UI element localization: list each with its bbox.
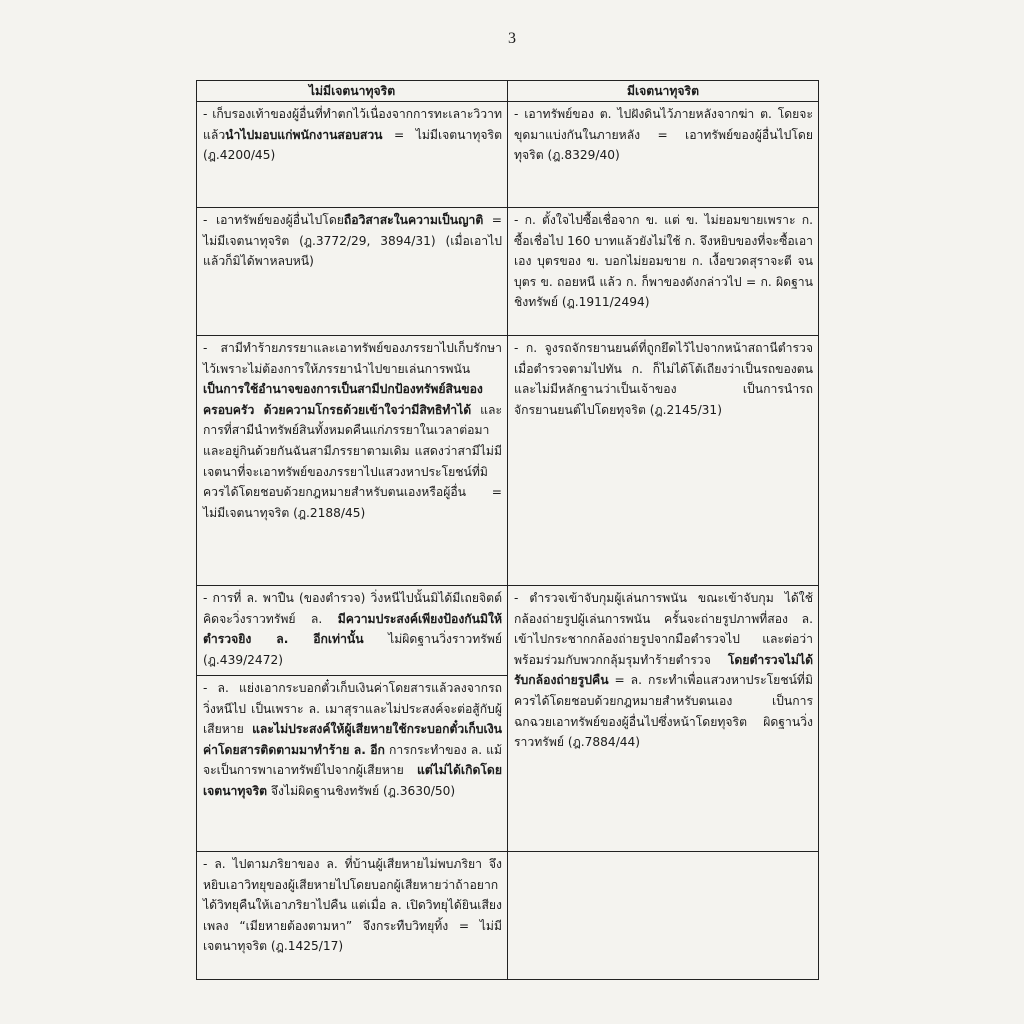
cell-no-intent	[197, 852, 508, 980]
cell-text: - เอาทรัพย์ของผู้อื่นไปโดย	[203, 213, 344, 227]
table-row	[197, 852, 819, 980]
header-dishonest-intent: มีเจตนาทุจริต	[508, 81, 819, 102]
emphasized-text: นำไปมอบแก่พนักงานสอบสวน	[225, 127, 383, 142]
cell-text: - เก็บรองเท้าของผู้อื่นที่ทำตกไว้เนื่องจากการทะเลาะวิวาทแล้ว	[203, 107, 502, 142]
cell-text: - ล. แย่งเอากระบอกตั๋วเก็บเงินค่าโดยสารแล้วลงจากรถวิ่งหนีไป เป็นเพราะ ล. เมาสุราและไม่ประสงค์จะต่อสู้กับผู้เสียหาย	[203, 681, 502, 737]
cell-text: ไม่ผิดฐานวิ่งราวทรัพย์ (ฎ.439/2472)	[203, 632, 502, 667]
cell-intent	[508, 102, 819, 208]
cell-text: - การที่ ล. พาปืน (ของตำรวจ) วิ่งหนีไปนั้นมิได้มีเถยจิตต์คิดจะวิ่งราวทรัพย์ ล.	[203, 591, 502, 626]
cell-text: - ก. ตั้งใจไปซื้อเชื่อจาก ข. แต่ ข. ไม่ยอมขายเพราะ ก. ซื้อเชื่อไป 160 บาทแล้วยังไม่ใช้ ก. จึงหยิบของที่จะซื้อเอาเอง บุตรของ ข. บอกไม่ยอมขาย ก. เงื้อขวดสุราจะตี จนบุตร ข. ถอยหนี แล้ว ก. ก็พาของดังกล่าวไป = ก. ผิดฐานชิงทรัพย์ (ฎ.1911/2494)	[514, 213, 813, 310]
cell-text: และการที่สามีนำทรัพย์สินทั้งหมดคืนแก่ภรรยาในเวลาต่อมาและอยู่กินด้วยกันฉันสามีภรรยาตามเดิม แสดงว่าสามีไม่มีเจตนาที่จะเอาทรัพย์ของภรรยาไปแสวงหาประโยชน์ที่มิควรได้โดยชอบด้วยกฎหมายสำหรับตนเองหรือผู้อื่น = ไม่มีเจตนาทุจริต (ฎ.2188/45)	[203, 402, 503, 520]
emphasized-text: เป็นการใช้อำนาจของการเป็นสามีปกป้องทรัพย์สินของครอบครัว ด้วยความโกรธด้วยเข้าใจว่ามีสิทธิทำได้	[203, 382, 483, 417]
cell-text: การกระทำของ ล. แม้จะเป็นการพาเอาทรัพย์ไปจากผู้เสียหาย	[203, 742, 502, 778]
table-row	[197, 208, 819, 336]
cell-intent	[508, 208, 819, 336]
cell-text: - สามีทำร้ายภรรยาและเอาทรัพย์ของภรรยาไปเก็บรักษาไว้เพราะไม่ต้องการให้ภรรยานำไปขายเล่นการพนัน	[203, 341, 502, 376]
cell-text: - ล. ไปตามภริยาของ ล. ที่บ้านผู้เสียหายไม่พบภริยา จึงหยิบเอาวิทยุของผู้เสียหายไปโดยบอกผู้เสียหายว่าถ้าอยากได้วิทยุคืนให้เอาภริยาไปคืน แต่เมื่อ ล. เปิดวิทยุได้ยินเสียงเพลง “เมียหายต้องตามหา” จึงกระทืบวิทยุทิ้ง = ไม่มีเจตนาทุจริต (ฎ.1425/17)	[203, 857, 502, 954]
cell-text: = ไม่มีเจตนาทุจริต (ฎ.4200/45)	[203, 127, 502, 163]
table-row	[197, 102, 819, 208]
emphasized-text: แต่ไม่ได้เกิดโดยเจตนาทุจริต	[203, 763, 502, 798]
page-number: 3	[508, 30, 516, 47]
emphasized-text: และไม่ประสงค์ให้ผู้เสียหายใช้กระบอกตั๋วเก็บเงินค่าโดยสารติดตามมาทำร้าย ล. อีก	[203, 722, 502, 757]
cell-no-intent	[197, 586, 508, 676]
cell-no-intent	[197, 208, 508, 336]
cell-no-intent	[197, 102, 508, 208]
cell-text: - ตำรวจเข้าจับกุมผู้เล่นการพนัน ขณะเข้าจับกุม ได้ใช้กล้องถ่ายรูปผู้เล่นการพนัน ครั้นจะถ่ายรูปภาพที่สอง ล. เข้าไปกระชากกล้องถ่ายรูปจากมือตำรวจไป และต่อว่าพร้อมร่วมกับพวกกลุ้มรุมทำร้ายตำรวจ	[514, 591, 813, 667]
emphasized-text: โดยตำรวจไม่ได้รับกล้องถ่ายรูปคืน	[514, 652, 813, 688]
emphasized-text: มีความประสงค์เพียงป้องกันมิให้ตำรวจยิง ล. อีกเท่านั้น	[203, 611, 502, 647]
cell-text: จึงไม่ผิดฐานชิงทรัพย์ (ฎ.3630/50)	[267, 783, 456, 798]
table-row	[197, 336, 819, 586]
cell-intent	[508, 336, 819, 586]
cell-no-intent	[197, 336, 508, 586]
header-no-dishonest-intent: ไม่มีเจตนาทุจริต	[197, 81, 508, 102]
cell-text: = ล. กระทำเพื่อแสวงหาประโยชน์ที่มิควรได้โดยชอบด้วยกฎหมายสำหรับตนเอง เป็นการฉกฉวยเอาทรัพย์ของผู้อื่นไปซึ่งหน้าโดยทุจริต ผิดฐานวิ่งราวทรัพย์ (ฎ.7884/44)	[514, 673, 813, 750]
cell-intent	[508, 586, 819, 852]
cell-text: - เอาทรัพย์ของ ต. ไปฝังดินไว้ภายหลังจากฆ่า ต. โดยจะขุดมาแบ่งกันในภายหลัง = เอาทรัพย์ของผู้อื่นไปโดยทุจริต (ฎ.8329/40)	[514, 107, 813, 163]
table-row	[197, 586, 819, 676]
cell-text: - ก. จูงรถจักรยานยนต์ที่ถูกยึดไว้ไปจากหน้าสถานีตำรวจ เมื่อตำรวจตามไปทัน ก. ก็ไม่ได้โต้เถียงว่าเป็นรถของตน และไม่มีหลักฐานว่าเป็นเจ้าของ เป็นการนำรถจักรยานยนต์ไปโดยทุจริต (ฎ.2145/31)	[514, 341, 813, 417]
cell-intent-empty	[508, 852, 819, 980]
cell-text: = ไม่มีเจตนาทุจริต (ฎ.3772/29, 3894/31) (เมื่อเอาไปแล้วก็มิได้พาหลบหนี)	[203, 213, 502, 269]
cell-no-intent	[197, 676, 508, 852]
table-header-row	[197, 81, 819, 102]
comparison-table	[196, 80, 819, 980]
emphasized-text: ถือวิสาสะในความเป็นญาติ	[343, 213, 484, 227]
